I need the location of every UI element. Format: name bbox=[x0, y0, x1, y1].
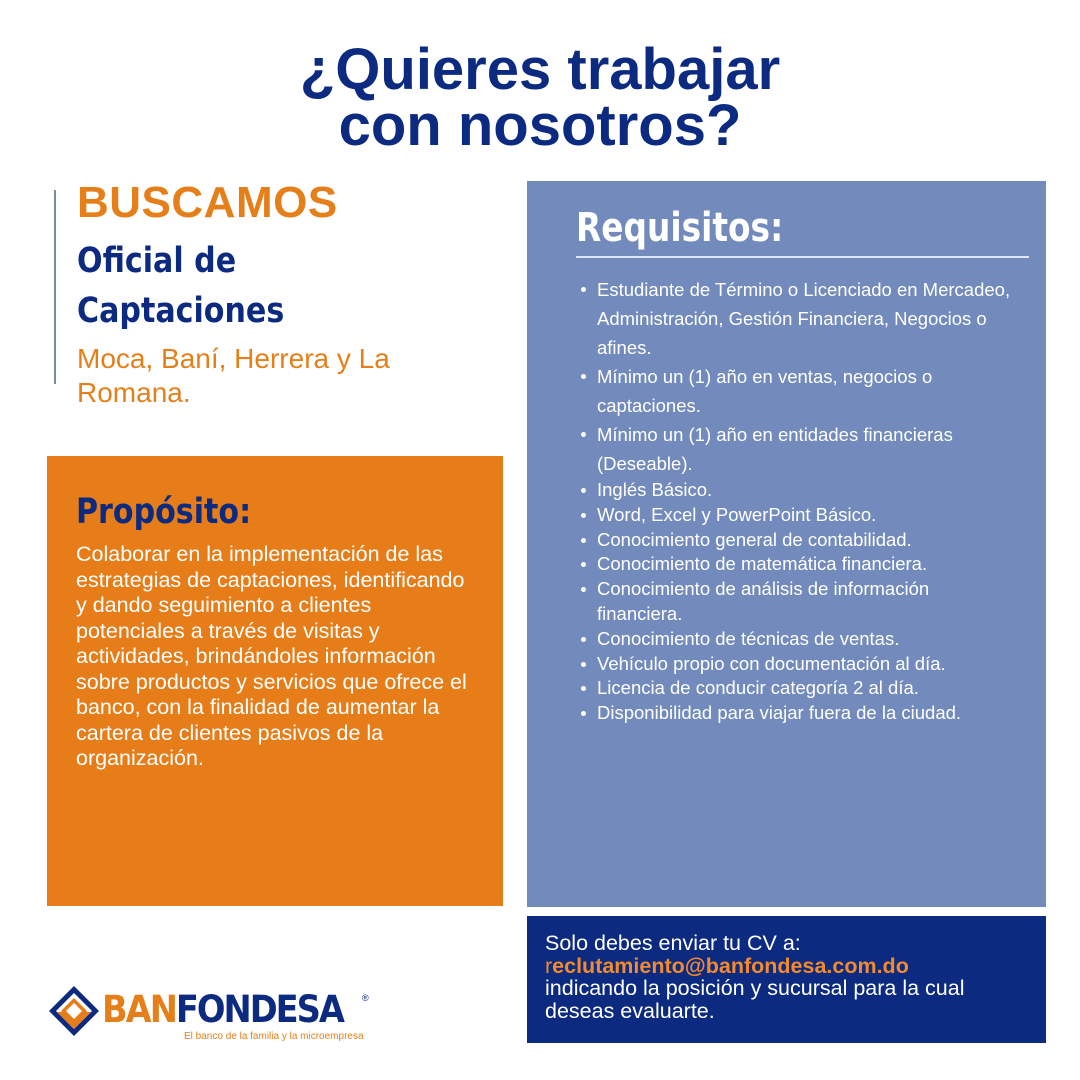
position-title bbox=[77, 236, 352, 336]
seeking-label: BUSCAMOS bbox=[77, 178, 338, 227]
cv-submission-card bbox=[527, 916, 1046, 1043]
requirements-divider bbox=[576, 256, 1029, 258]
banfondesa-brand bbox=[47, 984, 377, 1046]
email-initial: r bbox=[545, 953, 553, 978]
requirement-item: Licencia de conducir categoría 2 al día. bbox=[579, 676, 1019, 701]
purpose-card bbox=[47, 456, 503, 906]
brand-tagline: El banco de la familia y la microempresa bbox=[184, 1031, 364, 1042]
banfondesa-logo-icon bbox=[47, 984, 101, 1038]
requirement-item: Conocimiento general de contabilidad. bbox=[579, 528, 1019, 553]
requirement-item: Vehículo propio con documentación al día. bbox=[579, 652, 1019, 677]
email-link[interactable] bbox=[545, 954, 909, 978]
position-title-line-1: Oficial de bbox=[77, 241, 237, 281]
requirements-heading: Requisitos: bbox=[576, 205, 784, 251]
title-line-2: con nosotros? bbox=[338, 93, 742, 158]
purpose-heading: Propósito: bbox=[76, 492, 252, 532]
email-address: eclutamiento@banfondesa.com.do bbox=[552, 953, 909, 978]
requirement-item: Inglés Básico. bbox=[579, 478, 1019, 503]
position-title-line-2: Captaciones bbox=[77, 291, 285, 331]
purpose-description: Colaborar en la implementación de las estrategias de captaciones, identificando y dando seguimiento a clientes potenciales a través de visitas y actividades, brindándoles información sobre productos y servicios que ofrece el banco, con la finalidad de aumentar la cartera de clientes pasivos de la organización. bbox=[76, 542, 467, 770]
registered-mark: ® bbox=[362, 993, 369, 1003]
requirement-item: Conocimiento de técnicas de ventas. bbox=[579, 627, 1019, 652]
cv-instruction: indicando la posición y sucursal para la cual deseas evaluarte. bbox=[545, 976, 965, 1023]
requirement-item: Mínimo un (1) año en ventas, negocios o captaciones. bbox=[579, 362, 1019, 420]
title-line-1: ¿Quieres trabajar bbox=[299, 37, 781, 102]
requirement-item: Mínimo un (1) año en entidades financieras (Deseable). bbox=[579, 420, 1019, 478]
requirement-item: Conocimiento de análisis de información financiera. bbox=[579, 577, 1019, 627]
requirements-card bbox=[527, 181, 1046, 907]
page-title bbox=[0, 37, 1080, 158]
requirement-item: Disponibilidad para viajar fuera de la ciudad. bbox=[579, 701, 1019, 726]
cv-intro: Solo debes enviar tu CV a: bbox=[545, 931, 801, 955]
cv-submission-text bbox=[545, 932, 1015, 1022]
requirement-item: Conocimiento de matemática financiera. bbox=[579, 552, 1019, 577]
brand-name-ban: BAN bbox=[102, 988, 176, 1031]
requirement-item: Estudiante de Término o Licenciado en Mercadeo, Administración, Gestión Financiera, Negocios o afines. bbox=[579, 275, 1019, 362]
locations: Moca, Baní, Herrera y La Romana. bbox=[77, 343, 390, 408]
requirements-list bbox=[579, 275, 1019, 726]
brand-name-fondesa: FONDESA bbox=[175, 988, 343, 1031]
requirement-item: Word, Excel y PowerPoint Básico. bbox=[579, 503, 1019, 528]
brand-name bbox=[102, 987, 343, 1033]
